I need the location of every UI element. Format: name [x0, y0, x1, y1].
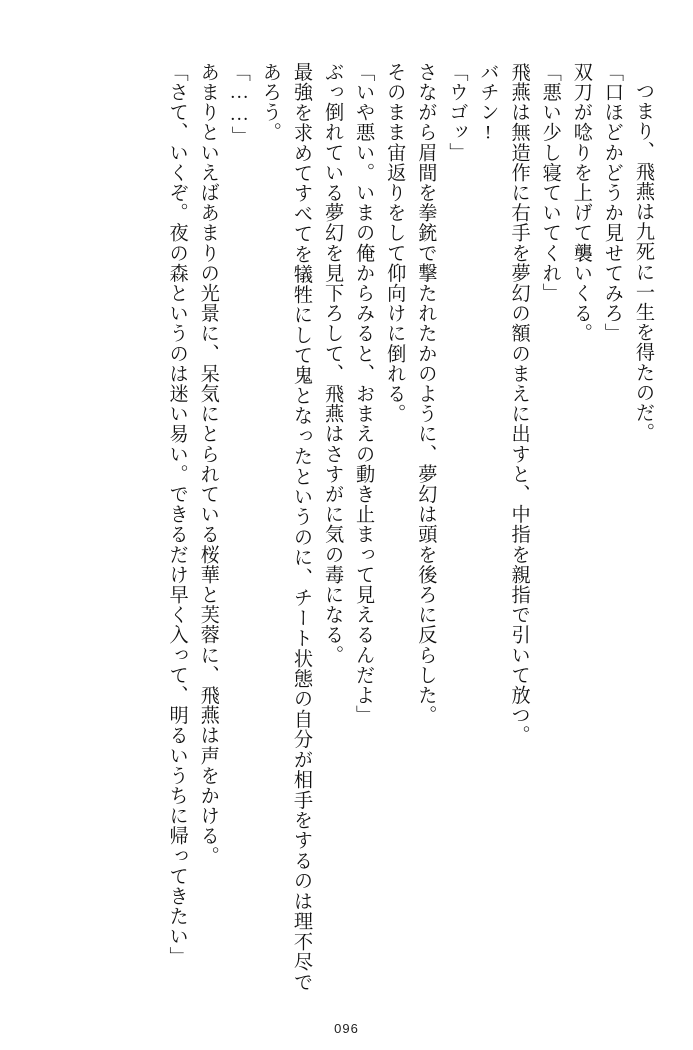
paragraph: さながら眉間を拳銃で撃たれたかのように、夢幻は頭を後ろに反らした。: [415, 62, 437, 726]
paragraph: そのまま宙返りをして仰向けに倒れる。: [384, 62, 406, 424]
vertical-text-body: [34, 62, 659, 992]
paragraph: 「いや悪い。いまの俺からみると、おまえの動き止まって見えるんだよ」: [353, 62, 375, 726]
paragraph: 飛燕は無造作に右手を夢幻の額のまえに出すと、中指を親指で引いて放つ。: [508, 62, 530, 746]
paragraph: ぶっ倒れている夢幻を見下ろして、飛燕はさすがに気の毒になる。: [322, 62, 344, 665]
paragraph: 「悪い少し寝ていてくれ」: [539, 62, 561, 304]
paragraph: つまり、飛燕は九死に一生を得たのだ。: [633, 81, 654, 443]
paragraph: 双刀が唸りを上げて襲いくる。: [570, 62, 592, 344]
paragraph: 最強を求めてすべてを犠牲にして鬼となったというのに、チート状態の自分が相手をするのは理不尽であろう。: [259, 62, 312, 992]
paragraph: 「……」: [228, 62, 250, 146]
paragraph: 「口ほどかどうか見せてみろ」: [601, 62, 623, 344]
page-number: 096: [334, 1021, 359, 1036]
paragraph: あまりといえばあまりの光景に、呆気にとられている桜華と芙蓉に、飛燕は声をかける。: [197, 62, 219, 866]
paragraph: 「ウゴッ」: [446, 62, 468, 163]
paragraph: バチン!: [477, 62, 499, 145]
paragraph: 「さて、いくぞ。夜の森というのは迷い易い。できるだけ早く入って、明るいうちに帰ってきたい」: [166, 62, 188, 967]
